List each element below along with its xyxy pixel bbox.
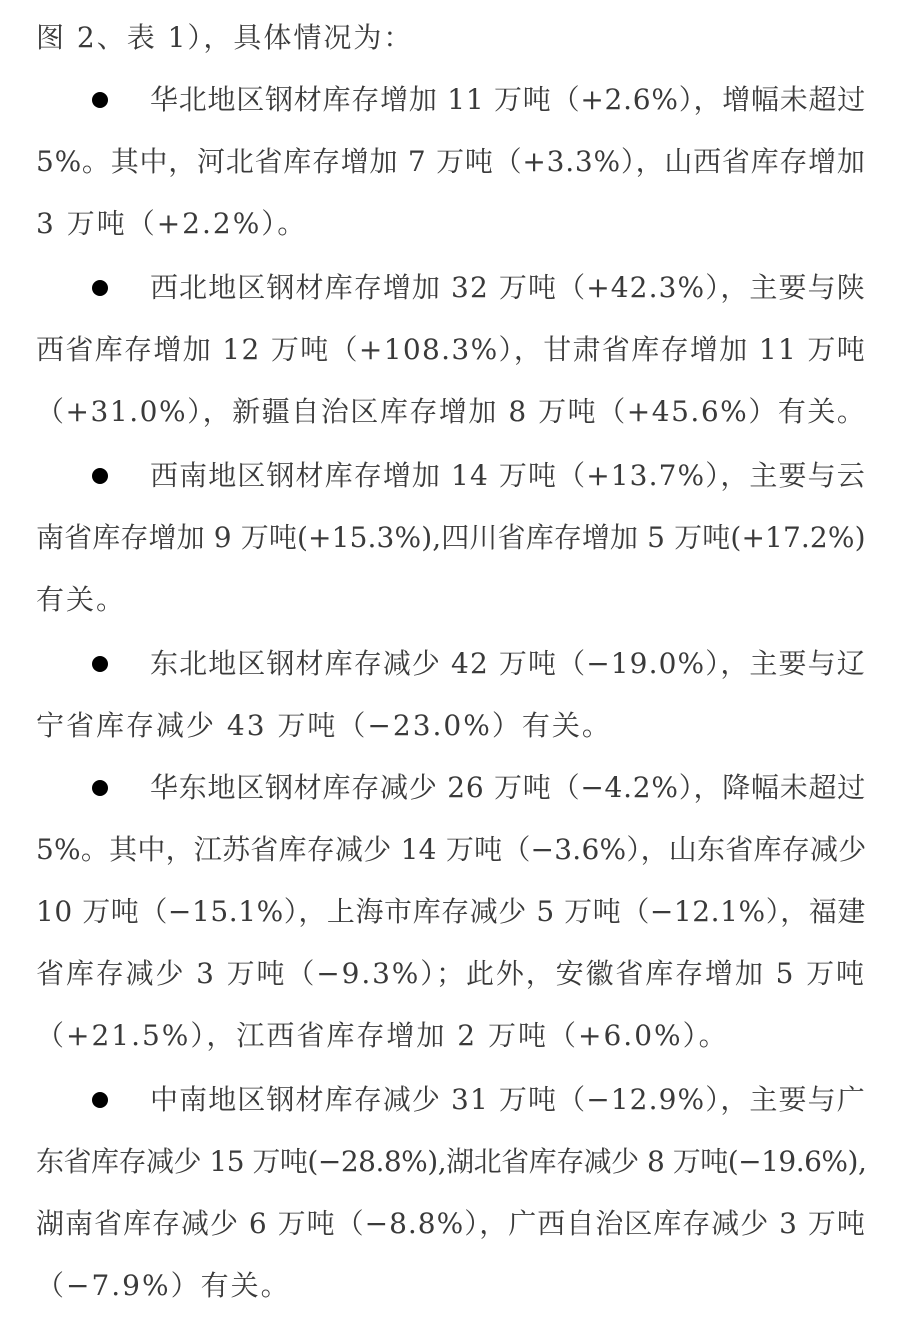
section-northwest-line-1: [96, 268, 866, 308]
bullet-icon: [92, 780, 108, 796]
section-east-china-line-5: （+21.5%），江西省库存增加 2 万吨（+6.0%）。: [36, 1019, 729, 1052]
section-east-china-line-3: 10 万吨（−15.1%），上海市库存减少 5 万吨（−12.1%），福建: [36, 895, 866, 928]
section-central-south-line-2: 东省库存减少 15 万吨(−28.8%),湖北省库存减少 8 万吨(−19.6%),: [36, 1145, 867, 1178]
section-northwest-line-3: （+31.0%），新疆自治区库存增加 8 万吨（+45.6%）有关。: [36, 395, 867, 428]
bullet-icon: [92, 468, 108, 484]
section-text: 西南地区钢材库存增加 14 万吨（+13.7%），主要与云: [150, 459, 866, 492]
section-text: 东北地区钢材库存减少 42 万吨（−19.0%），主要与辽: [150, 647, 866, 680]
section-central-south-line-1: [96, 1080, 866, 1120]
section-north-china-line-3: 3 万吨（+2.2%）。: [36, 207, 308, 240]
section-east-china-line-2: 5%。其中，江苏省库存减少 14 万吨（−3.6%），山东省库存减少: [36, 833, 867, 866]
section-northwest-line-2: 西省库存增加 12 万吨（+108.3%），甘肃省库存增加 11 万吨: [36, 333, 867, 366]
section-central-south-line-4: （−7.9%）有关。: [36, 1269, 291, 1302]
section-southwest-line-3: 有关。: [36, 583, 127, 616]
section-north-china-line-1: [96, 80, 866, 120]
section-southwest-line-1: [96, 456, 866, 496]
intro-line: 图 2、表 1），具体情况为：: [36, 21, 414, 54]
bullet-icon: [92, 1092, 108, 1108]
section-southwest-line-2: 南省库存增加 9 万吨(+15.3%),四川省库存增加 5 万吨(+17.2%): [36, 521, 866, 554]
bullet-icon: [92, 656, 108, 672]
bullet-icon: [92, 280, 108, 296]
section-northeast-line-1: [96, 644, 866, 684]
section-text: 西北地区钢材库存增加 32 万吨（+42.3%），主要与陕: [150, 271, 866, 304]
bullet-icon: [92, 92, 108, 108]
section-east-china-line-1: [96, 768, 866, 808]
section-text: 华北地区钢材库存增加 11 万吨（+2.6%），增幅未超过: [150, 83, 867, 116]
section-northeast-line-2: 宁省库存减少 43 万吨（−23.0%）有关。: [36, 709, 612, 742]
section-text: 华东地区钢材库存减少 26 万吨（−4.2%），降幅未超过: [150, 771, 867, 804]
section-text: 中南地区钢材库存减少 31 万吨（−12.9%），主要与广: [150, 1083, 866, 1116]
section-north-china-line-2: 5%。其中，河北省库存增加 7 万吨（+3.3%），山西省库存增加: [36, 145, 866, 178]
section-central-south-line-3: 湖南省库存减少 6 万吨（−8.8%），广西自治区库存减少 3 万吨: [36, 1207, 866, 1240]
section-east-china-line-4: 省库存减少 3 万吨（−9.3%）；此外，安徽省库存增加 5 万吨: [36, 957, 866, 990]
